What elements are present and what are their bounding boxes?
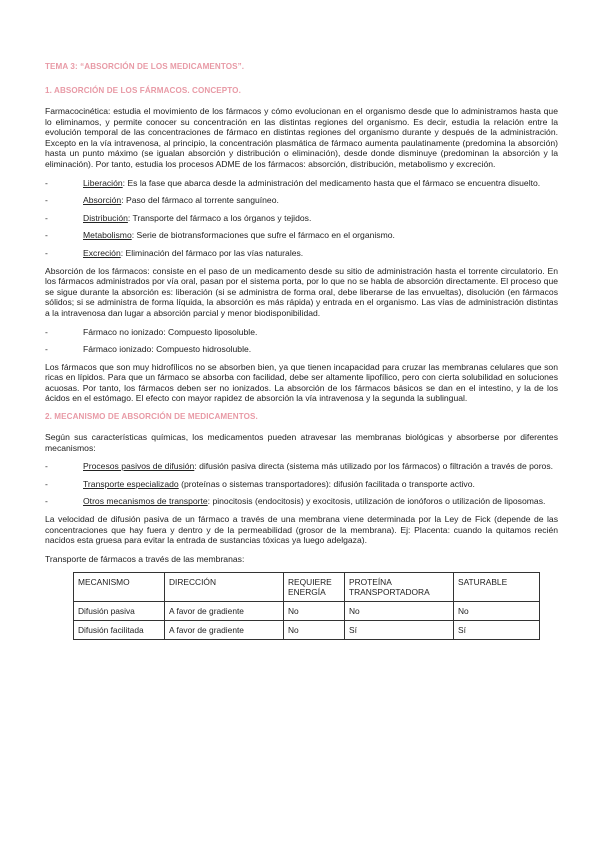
- document-page: [45, 62, 558, 640]
- section-1-heading: 1. ABSORCIÓN DE LOS FÁRMACOS. CONCEPTO.: [45, 86, 241, 95]
- adme-item-distribution: - Distribución: Transporte del fármaco a los órganos y tejidos.: [45, 212, 312, 223]
- table-cell: Difusión facilitada: [74, 621, 165, 640]
- adme-item-liberation: - Liberación: Es la fase que abarca desde la administración del medicamento hasta que el fármaco se encuentra disuelto.: [45, 177, 541, 188]
- table-cell: No: [454, 602, 540, 621]
- pharmacokinetics-paragraph: Farmacocinética: estudia el movimiento de los fármacos y cómo evolucionan en el organismo desde que lo administramos hasta que lo eliminamos, y permite conocer su concentración en las distintas regiones del organismo. Es decir, estudia la relación entre la evolución temporal de las concentraciones de fármaco en distintas regiones del organismo durante y después de la administración. Excepto en la vía intravenosa, al principio, la concentración plasmática de fármaco aumenta paulatinamente (predomina la absorción) hasta un punto máximo (se igualan absorción y distribución o eliminación), desde donde disminuye (predominan la absorción y la eliminación). Por tanto, estudia los procesos ADME de los fármacos: absorción, distribución, metabolismo y excreción.: [45, 106, 558, 169]
- table-header-cell: REQUIERE ENERGÍA: [284, 573, 345, 602]
- table-caption: Transporte de fármacos a través de las membranas:: [45, 553, 245, 564]
- table-header-cell: MECANISMO: [74, 573, 165, 602]
- mechanisms-intro: Según sus características químicas, los medicamentos pueden atravesar las membranas biológicas y absorberse por diferentes mecanismos:: [45, 432, 558, 453]
- table-cell: No: [284, 621, 345, 640]
- fick-paragraph: La velocidad de difusión pasiva de un fármaco a través de una membrana viene determinada por la Ley de Fick (depende de las concentraciones que hay fuera y dentro y de la permeabilidad (grosor de la membrana). Ej: Placenta: cuando la quitamos recién nacidos esta gruesa para evitar la entrada de sustancias tóxicas ya luego adelgaza).: [45, 514, 558, 546]
- section-2-heading: 2. MECANISMO DE ABSORCIÓN DE MEDICAMENTOS.: [45, 412, 258, 422]
- table-header-cell: PROTEÍNA TRANSPORTADORA: [345, 573, 454, 602]
- table-cell: Difusión pasiva: [74, 602, 165, 621]
- mechanism-item-specialized: - Transporte especializado (proteínas o sistemas transportadores): difusión facilitada o transporte activo.: [45, 478, 475, 489]
- table-cell: A favor de gradiente: [165, 602, 284, 621]
- table-cell: No: [284, 602, 345, 621]
- table-cell: Sí: [345, 621, 454, 640]
- form-item-nonionized: - Fármaco no ionizado: Compuesto liposoluble.: [45, 326, 258, 337]
- table-row: [74, 621, 540, 640]
- hydrophilic-paragraph: Los fármacos que son muy hidrofílicos no se absorben bien, ya que tienen incapacidad para cruzar las membranas celulares que son ricas en lípidos. Para que un fármaco se absorba con facilidad, debe ser altamente lipofílico, pero con cierta solubilidad en soluciones acuosas. Por tanto, los fármacos deben ser no ionizados. La absorción de los fármacos básicos se dan en el intestino, y la de los ácidos en el estómago. El efecto con mayor rapidez de absorción la vía intravenosa y la segunda la sublingual.: [45, 361, 558, 404]
- table-header-row: [74, 573, 540, 602]
- table-header-cell: SATURABLE: [454, 573, 540, 602]
- document-title: TEMA 3: “ABSORCIÓN DE LOS MEDICAMENTOS”.: [45, 62, 245, 71]
- table-cell: No: [345, 602, 454, 621]
- transport-table: [73, 572, 540, 640]
- table-cell: Sí: [454, 621, 540, 640]
- table-row: [74, 602, 540, 621]
- absorption-paragraph: Absorción de los fármacos: consiste en el paso de un medicamento desde su sitio de administración hasta el torrente circulatorio. En los fármacos administrados por vía oral, pasan por el sistema porta, por lo que no se habla de absorción directamente. El proceso que se sigue durante la absorción es: liberación (si se administra de forma oral, debe liberarse de las envueltas), disolución (en fármacos sólidos; si se administra de forma líquida, la absorción es más rápida) y entrada en el organismo. Las vías de administración distintas a la intravenosa dan lugar a absorción parcial y menor biodisponibilidad.: [45, 265, 558, 318]
- adme-item-absorption: - Absorción: Paso del fármaco al torrente sanguíneo.: [45, 195, 279, 206]
- adme-item-excretion: - Excreción: Eliminación del fármaco por las vías naturales.: [45, 247, 304, 258]
- form-item-ionized: - Fármaco ionizado: Compuesto hidrosoluble.: [45, 344, 252, 355]
- adme-item-metabolism: - Metabolismo: Serie de biotransformaciones que sufre el fármaco en el organismo.: [45, 230, 395, 241]
- mechanism-item-passive: - Procesos pasivos de difusión: difusión pasiva directa (sistema más utilizado por los fármacos) o filtración a través de poros.: [45, 461, 554, 472]
- table-header-cell: DIRECCIÓN: [165, 573, 284, 602]
- mechanism-item-other: - Otros mecanismos de transporte: pinocitosis (endocitosis) y exocitosis, utilización de ionóforos o utilización de liposomas.: [45, 496, 546, 507]
- table-cell: A favor de gradiente: [165, 621, 284, 640]
